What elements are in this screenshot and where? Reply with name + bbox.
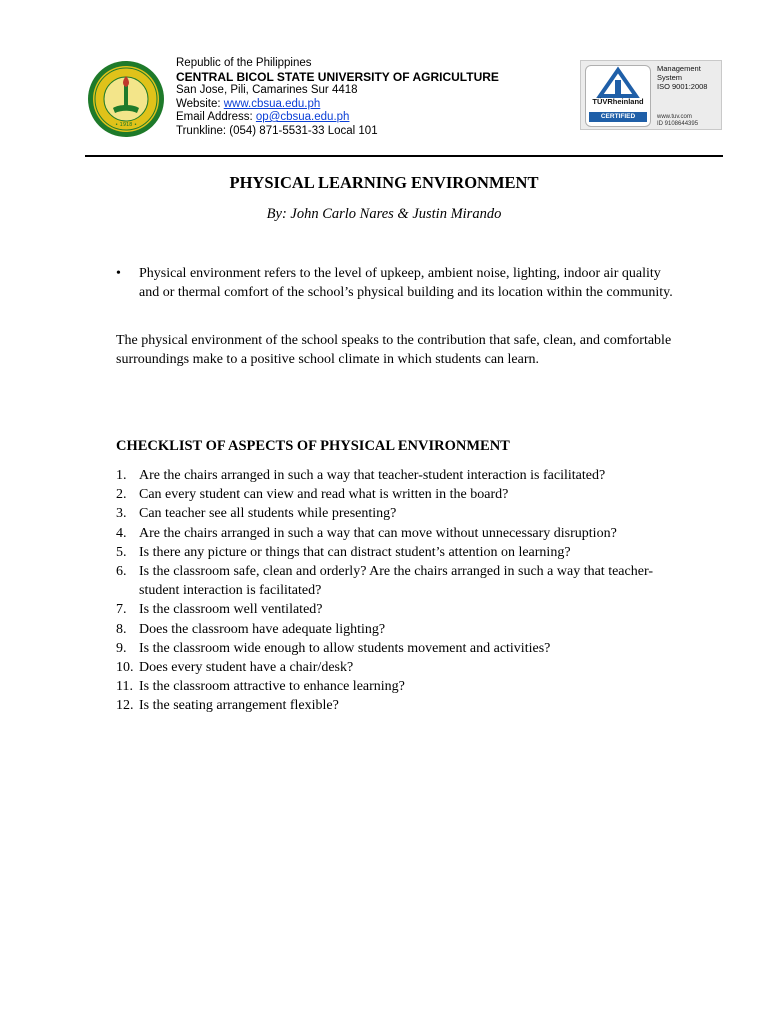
item-number: 9. — [116, 640, 127, 656]
checklist-item — [116, 562, 686, 600]
email-label: Email Address: — [176, 111, 256, 123]
checklist-item — [116, 524, 686, 543]
checklist-item — [116, 677, 686, 696]
iso-certification-badge — [580, 60, 722, 130]
item-text: Is the classroom safe, clean and orderly? Are the chairs arranged in such a way that teacher-student interaction is facilitated? — [139, 564, 653, 599]
email-link[interactable]: op@cbsua.edu.ph — [255, 111, 350, 123]
cert-line-iso: ISO 9001:2008 — [657, 82, 708, 91]
checklist-item — [116, 504, 686, 523]
certified-label: CERTIFIED — [589, 112, 647, 122]
certification-details — [657, 64, 719, 127]
checklist-item — [116, 600, 686, 619]
cert-line-management: Management — [657, 64, 701, 73]
item-number: 7. — [116, 602, 127, 618]
item-text: Is the seating arrangement flexible? — [139, 698, 339, 714]
checklist-heading: CHECKLIST OF ASPECTS OF PHYSICAL ENVIRONMENT — [116, 438, 510, 454]
intro-paragraph: The physical environment of the school speaks to the contribution that safe, clean, and comfortable surroundings make to a positive school climate in which students can learn. — [116, 333, 672, 368]
item-text: Is the classroom well ventilated? — [139, 602, 323, 618]
item-text: Is there any picture or things that can distract student’s attention on learning? — [139, 544, 571, 560]
item-number: 2. — [116, 487, 127, 503]
item-number: 3. — [116, 506, 127, 522]
item-text: Does every student have a chair/desk? — [139, 660, 354, 676]
item-number: 8. — [116, 621, 127, 637]
definition-bullet — [116, 264, 676, 302]
website-label: Website: — [176, 97, 224, 110]
svg-text:• 1918 •: • 1918 • — [115, 122, 137, 128]
cert-line-system: System — [657, 73, 683, 82]
cert-url: www.tuv.com — [657, 114, 692, 120]
republic-line: Republic of the Philippines — [176, 57, 312, 69]
tuv-logo — [585, 65, 651, 127]
cert-id: ID 9108644395 — [657, 121, 699, 127]
website-link[interactable]: www.cbsua.edu.ph — [223, 97, 321, 110]
website-line — [176, 98, 499, 112]
bullet-icon: • — [116, 266, 121, 281]
checklist-item — [116, 639, 686, 658]
checklist-item — [116, 658, 686, 677]
item-number: 12. — [116, 698, 134, 714]
checklist — [116, 466, 686, 716]
university-seal-logo — [87, 60, 165, 138]
tuv-triangle-icon — [586, 66, 650, 98]
checklist-item — [116, 466, 686, 485]
trunkline: Trunkline: (054) 871-5531-33 Local 101 — [176, 124, 378, 137]
cert-url-id — [657, 114, 698, 128]
university-name: CENTRAL BICOL STATE UNIVERSITY OF AGRICULTURE — [176, 69, 499, 84]
item-number: 10. — [116, 660, 134, 676]
item-number: 5. — [116, 544, 127, 560]
item-number: 11. — [116, 679, 133, 695]
item-number: 1. — [116, 468, 127, 483]
item-text: Does the classroom have adequate lighting? — [139, 621, 386, 637]
checklist-item — [116, 543, 686, 562]
document-title: PHYSICAL LEARNING ENVIRONMENT — [229, 173, 539, 192]
bullet-text: Physical environment refers to the level of upkeep, ambient noise, lighting, indoor air quality and or thermal comfort of the school’s physical building and its location within the community. — [139, 266, 673, 301]
university-address: San Jose, Pili, Camarines Sur 4418 — [176, 84, 358, 96]
letterhead — [176, 57, 499, 138]
document-byline: By: John Carlo Nares & Justin Mirando — [266, 206, 502, 222]
checklist-item — [116, 696, 686, 715]
item-text: Is the classroom attractive to enhance learning? — [139, 679, 405, 695]
item-text: Can teacher see all students while presenting? — [139, 506, 397, 522]
checklist-item — [116, 620, 686, 639]
checklist-item — [116, 485, 686, 504]
item-text: Are the chairs arranged in such a way that can move without unnecessary disruption? — [139, 525, 617, 541]
tuv-brand: TÜVRheinland — [592, 97, 644, 106]
item-text: Is the classroom wide enough to allow students movement and activities? — [139, 640, 551, 656]
item-text: Can every student can view and read what is written in the board? — [139, 487, 509, 503]
item-text: Are the chairs arranged in such a way that teacher-student interaction is facilitated? — [139, 468, 606, 483]
email-line — [176, 111, 499, 125]
item-number: 6. — [116, 564, 127, 580]
header-divider — [85, 155, 723, 157]
item-number: 4. — [116, 525, 127, 541]
